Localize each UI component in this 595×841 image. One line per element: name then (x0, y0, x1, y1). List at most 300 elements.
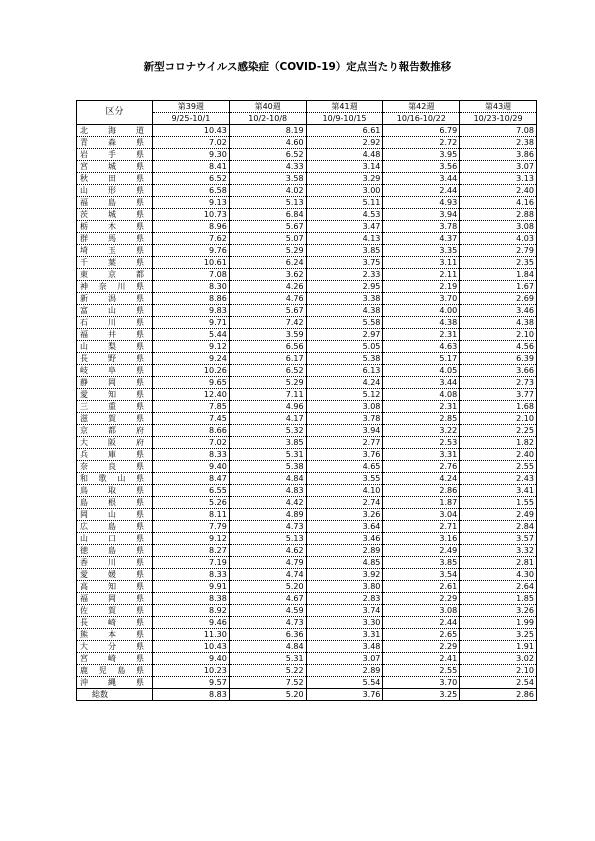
value-cell: 4.53 (306, 209, 383, 221)
value-cell: 5.67 (229, 305, 306, 317)
value-cell: 5.31 (229, 653, 306, 665)
prefecture-name: 宮崎県 (77, 653, 153, 665)
value-cell: 3.59 (229, 329, 306, 341)
table-row (77, 569, 537, 581)
value-cell: 2.10 (460, 413, 537, 425)
value-cell: 1.99 (460, 617, 537, 629)
value-cell: 9.12 (153, 341, 230, 353)
prefecture-name: 沖縄県 (77, 677, 153, 689)
table-row (77, 209, 537, 221)
prefecture-name: 山梨県 (77, 341, 153, 353)
page-title: 新型コロナウイルス感染症（COVID-19）定点当たり報告数推移 (143, 61, 452, 73)
value-cell: 3.16 (383, 533, 460, 545)
value-cell: 4.76 (229, 293, 306, 305)
value-cell: 4.42 (229, 497, 306, 509)
value-cell: 3.62 (229, 269, 306, 281)
value-cell: 6.61 (306, 125, 383, 137)
value-cell: 3.86 (460, 149, 537, 161)
table-row (77, 149, 537, 161)
value-cell: 7.11 (229, 389, 306, 401)
value-cell: 4.37 (383, 233, 460, 245)
value-cell: 6.39 (460, 353, 537, 365)
table-row (77, 269, 537, 281)
value-cell: 3.70 (383, 677, 460, 689)
value-cell: 10.43 (153, 641, 230, 653)
value-cell: 2.55 (383, 665, 460, 677)
prefecture-name: 千葉県 (77, 257, 153, 269)
value-cell: 3.04 (383, 509, 460, 521)
total-row (77, 689, 537, 701)
value-cell: 8.86 (153, 293, 230, 305)
value-cell: 7.62 (153, 233, 230, 245)
table-row (77, 365, 537, 377)
table-row (77, 593, 537, 605)
value-cell: 8.33 (153, 569, 230, 581)
prefecture-name: 青森県 (77, 137, 153, 149)
value-cell: 4.85 (306, 557, 383, 569)
value-cell: 4.10 (306, 485, 383, 497)
value-cell: 7.52 (229, 677, 306, 689)
value-cell: 4.59 (229, 605, 306, 617)
value-cell: 5.13 (229, 533, 306, 545)
value-cell: 5.38 (229, 461, 306, 473)
value-cell: 1.91 (460, 641, 537, 653)
value-cell: 5.58 (306, 317, 383, 329)
value-cell: 9.71 (153, 317, 230, 329)
prefecture-name: 滋賀県 (77, 413, 153, 425)
value-cell: 10.23 (153, 665, 230, 677)
value-cell: 5.32 (229, 425, 306, 437)
value-cell: 2.38 (460, 137, 537, 149)
value-cell: 2.95 (306, 281, 383, 293)
value-cell: 3.26 (306, 509, 383, 521)
value-cell: 6.56 (229, 341, 306, 353)
prefecture-name: 福岡県 (77, 593, 153, 605)
value-cell: 2.29 (383, 593, 460, 605)
table-row (77, 257, 537, 269)
prefecture-name: 広島県 (77, 521, 153, 533)
table-row (77, 629, 537, 641)
table-row (77, 377, 537, 389)
value-cell: 4.24 (306, 377, 383, 389)
value-cell: 3.46 (306, 533, 383, 545)
value-cell: 2.76 (383, 461, 460, 473)
value-cell: 4.84 (229, 641, 306, 653)
value-cell: 2.81 (460, 557, 537, 569)
table-row (77, 245, 537, 257)
value-cell: 5.38 (306, 353, 383, 365)
table-row (77, 473, 537, 485)
value-cell: 4.03 (460, 233, 537, 245)
prefecture-name: 新潟県 (77, 293, 153, 305)
value-cell: 9.57 (153, 677, 230, 689)
value-cell: 2.61 (383, 581, 460, 593)
week-dates: 9/25-10/1 (153, 113, 230, 125)
value-cell: 8.19 (229, 125, 306, 137)
value-cell: 2.41 (383, 653, 460, 665)
table-body (77, 125, 537, 701)
value-cell: 3.38 (306, 293, 383, 305)
value-cell: 2.11 (383, 269, 460, 281)
value-cell: 3.46 (460, 305, 537, 317)
value-cell: 7.85 (153, 401, 230, 413)
value-cell: 5.54 (306, 677, 383, 689)
value-cell: 7.45 (153, 413, 230, 425)
value-cell: 6.52 (153, 173, 230, 185)
value-cell: 2.31 (383, 401, 460, 413)
table-row (77, 353, 537, 365)
value-cell: 6.24 (229, 257, 306, 269)
value-cell: 4.83 (229, 485, 306, 497)
value-cell: 3.08 (383, 605, 460, 617)
value-cell: 6.52 (229, 149, 306, 161)
total-value-cell: 2.86 (460, 689, 537, 701)
value-cell: 4.05 (383, 365, 460, 377)
report-table (76, 100, 537, 701)
value-cell: 2.25 (460, 425, 537, 437)
value-cell: 3.25 (460, 629, 537, 641)
value-cell: 3.32 (460, 545, 537, 557)
value-cell: 4.38 (383, 317, 460, 329)
total-value-cell: 8.83 (153, 689, 230, 701)
prefecture-name: 和歌山県 (77, 473, 153, 485)
week-label: 第43週 (460, 101, 537, 113)
value-cell: 10.26 (153, 365, 230, 377)
prefecture-name: 岩手県 (77, 149, 153, 161)
value-cell: 6.79 (383, 125, 460, 137)
value-cell: 3.07 (306, 653, 383, 665)
value-cell: 3.74 (306, 605, 383, 617)
week-dates: 10/16-10/22 (383, 113, 460, 125)
value-cell: 4.33 (229, 161, 306, 173)
table-row (77, 509, 537, 521)
value-cell: 1.82 (460, 437, 537, 449)
value-cell: 5.05 (306, 341, 383, 353)
prefecture-name: 長野県 (77, 353, 153, 365)
value-cell: 5.20 (229, 581, 306, 593)
value-cell: 6.52 (229, 365, 306, 377)
value-cell: 3.44 (383, 377, 460, 389)
prefecture-name: 埼玉県 (77, 245, 153, 257)
value-cell: 9.12 (153, 533, 230, 545)
value-cell: 3.95 (383, 149, 460, 161)
value-cell: 5.12 (306, 389, 383, 401)
value-cell: 2.97 (306, 329, 383, 341)
prefecture-name: 岡山県 (77, 509, 153, 521)
value-cell: 2.71 (383, 521, 460, 533)
table-row (77, 521, 537, 533)
value-cell: 4.93 (383, 197, 460, 209)
table-row (77, 281, 537, 293)
value-cell: 6.13 (306, 365, 383, 377)
value-cell: 2.40 (460, 185, 537, 197)
value-cell: 3.44 (383, 173, 460, 185)
table-row (77, 497, 537, 509)
week-label: 第42週 (383, 101, 460, 113)
value-cell: 9.40 (153, 653, 230, 665)
prefecture-name: 大阪府 (77, 437, 153, 449)
value-cell: 3.75 (306, 257, 383, 269)
table-row (77, 653, 537, 665)
value-cell: 8.66 (153, 425, 230, 437)
value-cell: 2.35 (460, 257, 537, 269)
value-cell: 1.67 (460, 281, 537, 293)
value-cell: 4.73 (229, 521, 306, 533)
value-cell: 2.49 (383, 545, 460, 557)
prefecture-name: 福島県 (77, 197, 153, 209)
table-row (77, 293, 537, 305)
value-cell: 6.17 (229, 353, 306, 365)
value-cell: 4.89 (229, 509, 306, 521)
value-cell: 5.07 (229, 233, 306, 245)
value-cell: 8.27 (153, 545, 230, 557)
value-cell: 7.79 (153, 521, 230, 533)
table-row (77, 425, 537, 437)
prefecture-name: 山口県 (77, 533, 153, 545)
value-cell: 1.85 (460, 593, 537, 605)
value-cell: 2.89 (306, 665, 383, 677)
value-cell: 7.08 (460, 125, 537, 137)
table-row (77, 545, 537, 557)
value-cell: 9.91 (153, 581, 230, 593)
table-row (77, 413, 537, 425)
value-cell: 4.02 (229, 185, 306, 197)
week-dates: 10/23-10/29 (460, 113, 537, 125)
value-cell: 4.13 (306, 233, 383, 245)
prefecture-name: 熊本県 (77, 629, 153, 641)
value-cell: 1.55 (460, 497, 537, 509)
value-cell: 10.61 (153, 257, 230, 269)
value-cell: 6.84 (229, 209, 306, 221)
total-value-cell: 3.25 (383, 689, 460, 701)
value-cell: 5.29 (229, 245, 306, 257)
prefecture-name: 東京都 (77, 269, 153, 281)
value-cell: 3.08 (460, 221, 537, 233)
value-cell: 4.08 (383, 389, 460, 401)
prefecture-name: 奈良県 (77, 461, 153, 473)
value-cell: 1.87 (383, 497, 460, 509)
table-row (77, 389, 537, 401)
value-cell: 5.44 (153, 329, 230, 341)
value-cell: 4.65 (306, 461, 383, 473)
value-cell: 5.11 (306, 197, 383, 209)
value-cell: 3.66 (460, 365, 537, 377)
value-cell: 4.16 (460, 197, 537, 209)
value-cell: 2.92 (306, 137, 383, 149)
value-cell: 3.13 (460, 173, 537, 185)
table-row (77, 137, 537, 149)
value-cell: 5.31 (229, 449, 306, 461)
value-cell: 2.73 (460, 377, 537, 389)
value-cell: 1.84 (460, 269, 537, 281)
value-cell: 2.69 (460, 293, 537, 305)
value-cell: 2.31 (383, 329, 460, 341)
value-cell: 7.02 (153, 437, 230, 449)
value-cell: 3.70 (383, 293, 460, 305)
week-dates: 10/2-10/8 (229, 113, 306, 125)
value-cell: 3.92 (306, 569, 383, 581)
value-cell: 3.85 (383, 557, 460, 569)
value-cell: 7.42 (229, 317, 306, 329)
value-cell: 12.40 (153, 389, 230, 401)
value-cell: 9.13 (153, 197, 230, 209)
value-cell: 2.40 (460, 449, 537, 461)
value-cell: 11.30 (153, 629, 230, 641)
value-cell: 5.17 (383, 353, 460, 365)
value-cell: 2.64 (460, 581, 537, 593)
value-cell: 10.43 (153, 125, 230, 137)
value-cell: 9.40 (153, 461, 230, 473)
table-row (77, 677, 537, 689)
prefecture-name: 兵庫県 (77, 449, 153, 461)
prefecture-name: 北海道 (77, 125, 153, 137)
value-cell: 4.48 (306, 149, 383, 161)
value-cell: 9.65 (153, 377, 230, 389)
value-cell: 5.13 (229, 197, 306, 209)
value-cell: 2.10 (460, 665, 537, 677)
total-value-cell: 5.20 (229, 689, 306, 701)
table-row (77, 125, 537, 137)
value-cell: 3.85 (306, 245, 383, 257)
week-label: 第41週 (306, 101, 383, 113)
value-cell: 3.58 (229, 173, 306, 185)
prefecture-name: 大分県 (77, 641, 153, 653)
value-cell: 2.72 (383, 137, 460, 149)
value-cell: 3.78 (383, 221, 460, 233)
category-header: 区分 (77, 101, 153, 125)
value-cell: 3.02 (460, 653, 537, 665)
value-cell: 3.29 (306, 173, 383, 185)
value-cell: 3.85 (229, 437, 306, 449)
value-cell: 10.73 (153, 209, 230, 221)
value-cell: 2.88 (460, 209, 537, 221)
prefecture-name: 群馬県 (77, 233, 153, 245)
table-row (77, 641, 537, 653)
value-cell: 9.24 (153, 353, 230, 365)
value-cell: 3.54 (383, 569, 460, 581)
prefecture-name: 福井県 (77, 329, 153, 341)
value-cell: 2.29 (383, 641, 460, 653)
value-cell: 4.26 (229, 281, 306, 293)
prefecture-name: 栃木県 (77, 221, 153, 233)
value-cell: 7.08 (153, 269, 230, 281)
value-cell: 4.38 (306, 305, 383, 317)
value-cell: 2.49 (460, 509, 537, 521)
value-cell: 8.92 (153, 605, 230, 617)
table-row (77, 305, 537, 317)
value-cell: 2.65 (383, 629, 460, 641)
value-cell: 2.55 (460, 461, 537, 473)
table-row (77, 401, 537, 413)
value-cell: 7.19 (153, 557, 230, 569)
table-row (77, 461, 537, 473)
value-cell: 3.22 (383, 425, 460, 437)
prefecture-name: 島根県 (77, 497, 153, 509)
prefecture-name: 神奈川県 (77, 281, 153, 293)
value-cell: 9.83 (153, 305, 230, 317)
value-cell: 2.44 (383, 617, 460, 629)
value-cell: 3.31 (383, 449, 460, 461)
prefecture-name: 佐賀県 (77, 605, 153, 617)
week-dates: 10/9-10/15 (306, 113, 383, 125)
table-row (77, 317, 537, 329)
prefecture-name: 三重県 (77, 401, 153, 413)
value-cell: 3.26 (460, 605, 537, 617)
value-cell: 5.22 (229, 665, 306, 677)
value-cell: 4.79 (229, 557, 306, 569)
table-row (77, 617, 537, 629)
value-cell: 3.41 (460, 485, 537, 497)
prefecture-name: 高知県 (77, 581, 153, 593)
value-cell: 4.56 (460, 341, 537, 353)
value-cell: 2.84 (460, 521, 537, 533)
total-value-cell: 3.76 (306, 689, 383, 701)
week-label: 第40週 (229, 101, 306, 113)
value-cell: 2.85 (383, 413, 460, 425)
value-cell: 8.33 (153, 449, 230, 461)
table-row (77, 341, 537, 353)
value-cell: 2.19 (383, 281, 460, 293)
value-cell: 8.47 (153, 473, 230, 485)
table-row (77, 665, 537, 677)
value-cell: 3.08 (306, 401, 383, 413)
value-cell: 2.10 (460, 329, 537, 341)
value-cell: 8.30 (153, 281, 230, 293)
prefecture-name: 鹿児島県 (77, 665, 153, 677)
value-cell: 9.76 (153, 245, 230, 257)
value-cell: 1.68 (460, 401, 537, 413)
value-cell: 4.67 (229, 593, 306, 605)
value-cell: 4.60 (229, 137, 306, 149)
value-cell: 2.83 (306, 593, 383, 605)
value-cell: 4.24 (383, 473, 460, 485)
value-cell: 4.84 (229, 473, 306, 485)
value-cell: 3.57 (460, 533, 537, 545)
value-cell: 7.02 (153, 137, 230, 149)
value-cell: 3.56 (383, 161, 460, 173)
value-cell: 4.96 (229, 401, 306, 413)
value-cell: 3.07 (460, 161, 537, 173)
value-cell: 5.29 (229, 377, 306, 389)
value-cell: 4.30 (460, 569, 537, 581)
prefecture-name: 長崎県 (77, 617, 153, 629)
value-cell: 9.46 (153, 617, 230, 629)
table-row (77, 557, 537, 569)
value-cell: 4.73 (229, 617, 306, 629)
value-cell: 3.30 (306, 617, 383, 629)
value-cell: 4.74 (229, 569, 306, 581)
value-cell: 3.48 (306, 641, 383, 653)
value-cell: 9.30 (153, 149, 230, 161)
table-row (77, 185, 537, 197)
value-cell: 3.31 (306, 629, 383, 641)
value-cell: 2.89 (306, 545, 383, 557)
table-row (77, 449, 537, 461)
value-cell: 3.78 (306, 413, 383, 425)
value-cell: 2.44 (383, 185, 460, 197)
value-cell: 4.00 (383, 305, 460, 317)
prefecture-name: 石川県 (77, 317, 153, 329)
value-cell: 2.77 (306, 437, 383, 449)
value-cell: 3.35 (383, 245, 460, 257)
value-cell: 2.53 (383, 437, 460, 449)
value-cell: 6.36 (229, 629, 306, 641)
value-cell: 4.38 (460, 317, 537, 329)
prefecture-name: 愛知県 (77, 389, 153, 401)
table-row (77, 329, 537, 341)
value-cell: 2.33 (306, 269, 383, 281)
value-cell: 3.76 (306, 449, 383, 461)
